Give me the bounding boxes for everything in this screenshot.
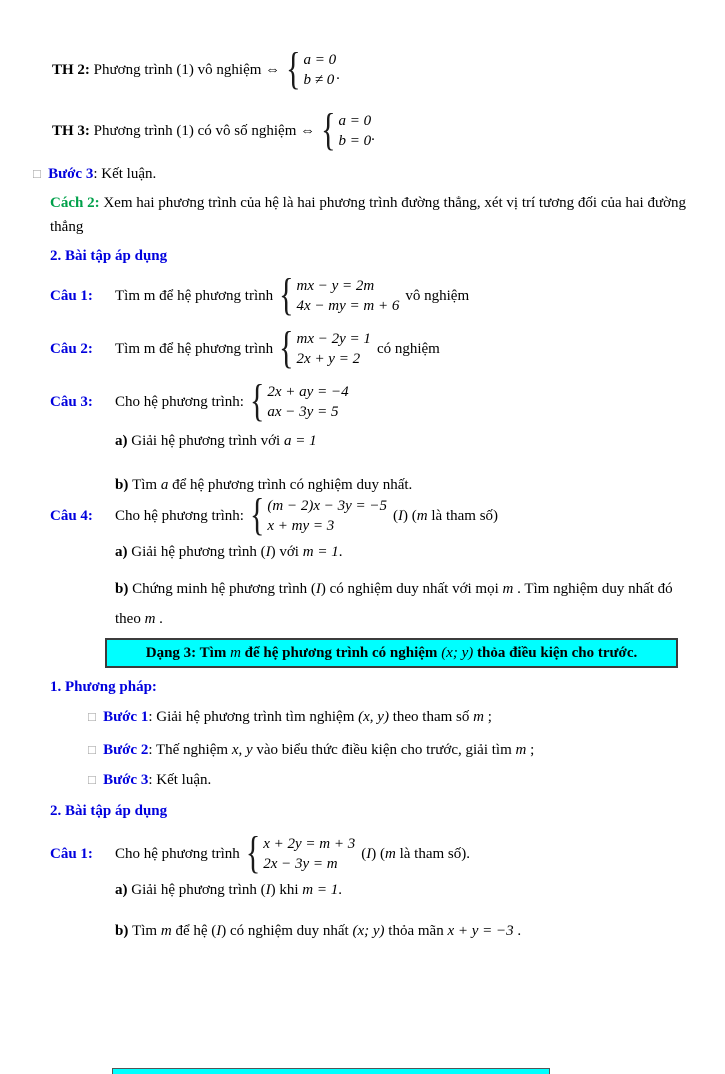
question-cau2: [50, 323, 690, 373]
text-run: để hệ phương trình có nghiệm duy nhất.: [168, 477, 413, 493]
question-label: Câu 4:: [50, 507, 93, 524]
text-run: ) khi: [270, 882, 303, 898]
text-run: vào biểu thức điều kiện cho trước, giải tìm: [252, 742, 516, 758]
left-brace: {: [321, 105, 336, 155]
text-run: ) với: [270, 544, 303, 560]
section-heading-exercises-1: 2. Bài tập áp dụng: [50, 248, 168, 264]
section-heading-method: 1. Phương pháp:: [50, 679, 157, 695]
method-step-2: [50, 739, 690, 761]
text-run: m = 1: [302, 882, 339, 898]
text-run: là tham số).: [395, 845, 470, 862]
text-run: : Kết luận.: [148, 772, 212, 788]
text-run: để hệ phương trình có nghiệm: [240, 645, 442, 661]
text-run: m: [160, 923, 172, 939]
text-run: Cho hệ phương trình:: [115, 393, 244, 410]
question-text-after: [405, 288, 469, 305]
question-cau4: [50, 490, 690, 540]
text-run: (x, y): [358, 709, 389, 725]
text-run: ) (: [403, 507, 417, 524]
text-run: a): [115, 433, 132, 449]
text-run: : Thế nghiệm: [148, 742, 232, 758]
question-text-after: [377, 341, 440, 358]
equation-line: mx − 2y = 1: [296, 331, 371, 347]
text-run: Chứng minh hệ phương trình (: [132, 581, 316, 597]
question-label: Câu 1:: [50, 845, 93, 862]
text-run: □: [88, 742, 104, 757]
question-text: [115, 341, 273, 358]
question-cau1: [50, 270, 690, 320]
text-run: ) có nghiệm duy nhất với mọi: [320, 581, 503, 597]
text-run: ;: [483, 709, 492, 725]
text-run: m: [473, 709, 484, 725]
text-run: I: [398, 507, 404, 524]
statement-th2-text: [52, 62, 280, 79]
text-run: I: [265, 882, 271, 898]
text-run: I: [265, 544, 271, 560]
question-text-after: [361, 846, 470, 863]
text-run: Giải hệ phương trình với: [131, 433, 284, 449]
text-run: Dạng 3: Tìm: [145, 645, 231, 661]
text-run: m: [502, 581, 514, 597]
question-cau1-dang3-part-b: [50, 921, 690, 942]
question-text: [115, 288, 273, 305]
text-run: Cho hệ phương trình: [115, 845, 240, 862]
text-run: a): [115, 882, 132, 898]
text-run: x, y: [231, 742, 253, 758]
question-text: [115, 394, 244, 411]
text-run: là tham số): [427, 507, 499, 524]
equation-line: a = 0: [303, 52, 337, 68]
equation-system: [245, 828, 356, 878]
equation-system: [286, 44, 337, 94]
method-step-3: [50, 769, 690, 791]
method-cach2-paragraph: [50, 191, 690, 239]
statement-th3-text: [52, 123, 315, 140]
text-run: TH 2:: [52, 61, 94, 78]
document-page: [0, 44, 725, 942]
question-text: [115, 508, 244, 525]
question-cau3-part-b: [50, 475, 690, 496]
text-run: theo tham số: [388, 709, 474, 725]
question-cau4-part-a: [50, 542, 690, 563]
text-run: m: [230, 645, 241, 661]
question-label: Câu 2:: [50, 340, 93, 357]
text-run: (x; y): [352, 923, 385, 939]
equation-line: b ≠ 0: [303, 72, 335, 88]
equation-line: a = 0: [338, 113, 372, 129]
question-label: Câu 3:: [50, 393, 93, 410]
question-cau3: [50, 376, 690, 426]
equation-system: [279, 270, 400, 320]
text-run: m: [515, 742, 527, 758]
text-run: Bước 2: [103, 742, 149, 758]
equation-system: [279, 323, 371, 373]
equation-line: 4x − my = m + 6: [296, 298, 400, 314]
text-run: : Kết luận.: [93, 166, 157, 182]
left-brace: {: [249, 490, 265, 540]
equation-line: 2x + ay = −4: [267, 384, 349, 400]
text-run: m: [144, 611, 156, 627]
equation-system: [249, 376, 349, 426]
text-run: thỏa điều kiện cho trước.: [473, 645, 638, 661]
period: .: [336, 67, 340, 83]
text-run: .: [155, 611, 163, 627]
equation-line: b = 0: [338, 133, 372, 149]
text-run: ⇔: [300, 122, 316, 139]
equation-line: 2x + y = 2: [296, 351, 361, 367]
text-run: Giải hệ phương trình (: [131, 882, 266, 898]
text-run: Bước 3: [48, 166, 94, 182]
text-run: I: [315, 581, 321, 597]
text-run: (: [393, 507, 399, 524]
text-run: □: [33, 166, 49, 181]
left-brace: {: [245, 828, 261, 878]
text-run: ) (: [371, 845, 385, 862]
text-run: thỏa mãn: [384, 923, 448, 939]
text-run: Xem hai phương trình của hệ là hai phương trình đường thẳng, xét vị trí tương đối của hai đường thẳng: [50, 195, 687, 235]
equation-line: x + my = 3: [267, 518, 335, 534]
text-run: .: [338, 544, 343, 560]
question-cau3-part-a: [50, 431, 690, 452]
text-run: a: [160, 477, 169, 493]
text-run: ;: [526, 742, 535, 758]
text-run: Giải hệ phương trình (: [131, 544, 266, 560]
text-run: a): [115, 544, 132, 560]
text-run: m = 1: [302, 544, 339, 560]
text-run: b): [115, 581, 133, 597]
question-cau1-dang3-part-a: [50, 880, 690, 901]
text-run: vô nghiệm: [405, 287, 470, 304]
text-run: a = 1: [283, 433, 317, 449]
equation-line: mx − y = 2m: [296, 278, 375, 294]
question-cau1-dang3: [50, 828, 690, 878]
question-text: [115, 846, 240, 863]
text-run: □: [88, 709, 104, 724]
equation-system: [321, 105, 372, 155]
left-brace: {: [279, 270, 294, 320]
equation-line: x + 2y = m + 3: [263, 836, 356, 852]
step-3-conclusion-note: [33, 163, 690, 185]
next-section-banner-cutoff: [112, 1068, 550, 1074]
text-run: ⇔: [265, 61, 281, 78]
text-run: (x; y): [441, 645, 474, 661]
question-label: Câu 1:: [50, 287, 93, 304]
text-run: Tìm: [132, 477, 161, 493]
text-run: (: [361, 845, 367, 862]
text-run: Cho hệ phương trình:: [115, 507, 244, 524]
method-step-1: [50, 706, 690, 728]
text-run: có nghiệm: [376, 340, 440, 357]
question-cau4-part-b: [50, 574, 690, 634]
text-run: Phương trình (1) vô nghiệm: [93, 61, 266, 78]
text-run: x + y = −3: [447, 923, 514, 939]
text-run: TH 3:: [52, 122, 94, 139]
text-run: b): [115, 923, 133, 939]
equation-line: 2x − 3y = m: [263, 856, 338, 872]
text-run: Tìm m để hệ phương trình: [115, 340, 274, 357]
period: .: [371, 128, 375, 144]
statement-th3: [52, 105, 690, 155]
text-run: .: [338, 882, 343, 898]
left-brace: {: [286, 44, 301, 94]
text-run: Cách 2:: [50, 195, 104, 211]
text-run: m: [416, 507, 428, 524]
text-run: Phương trình (1) có vô số nghiệm: [93, 122, 301, 139]
text-run: . Tìm nghiệm duy nhất đó theo: [115, 581, 673, 627]
equation-system: [249, 490, 388, 540]
text-run: để hệ (: [171, 923, 217, 939]
text-run: b): [115, 477, 133, 493]
text-run: I: [216, 923, 222, 939]
text-run: Bước 3: [103, 772, 149, 788]
question-text-after: [393, 508, 498, 525]
text-run: □: [88, 772, 104, 787]
text-run: ) có nghiệm duy nhất: [221, 923, 353, 939]
text-run: : Giải hệ phương trình tìm nghiệm: [148, 709, 359, 725]
text-run: m: [384, 845, 396, 862]
section-banner-dang3: [105, 638, 678, 668]
text-run: Tìm: [132, 923, 161, 939]
text-run: .: [513, 923, 522, 939]
text-run: Tìm m để hệ phương trình: [115, 287, 274, 304]
section-heading-exercises-2: 2. Bài tập áp dụng: [50, 803, 168, 819]
left-brace: {: [249, 376, 265, 426]
equation-line: ax − 3y = 5: [267, 404, 339, 420]
text-run: I: [366, 845, 372, 862]
statement-th2: [52, 44, 690, 94]
text-run: Bước 1: [103, 709, 149, 725]
equation-line: (m − 2)x − 3y = −5: [267, 498, 388, 514]
left-brace: {: [279, 323, 294, 373]
